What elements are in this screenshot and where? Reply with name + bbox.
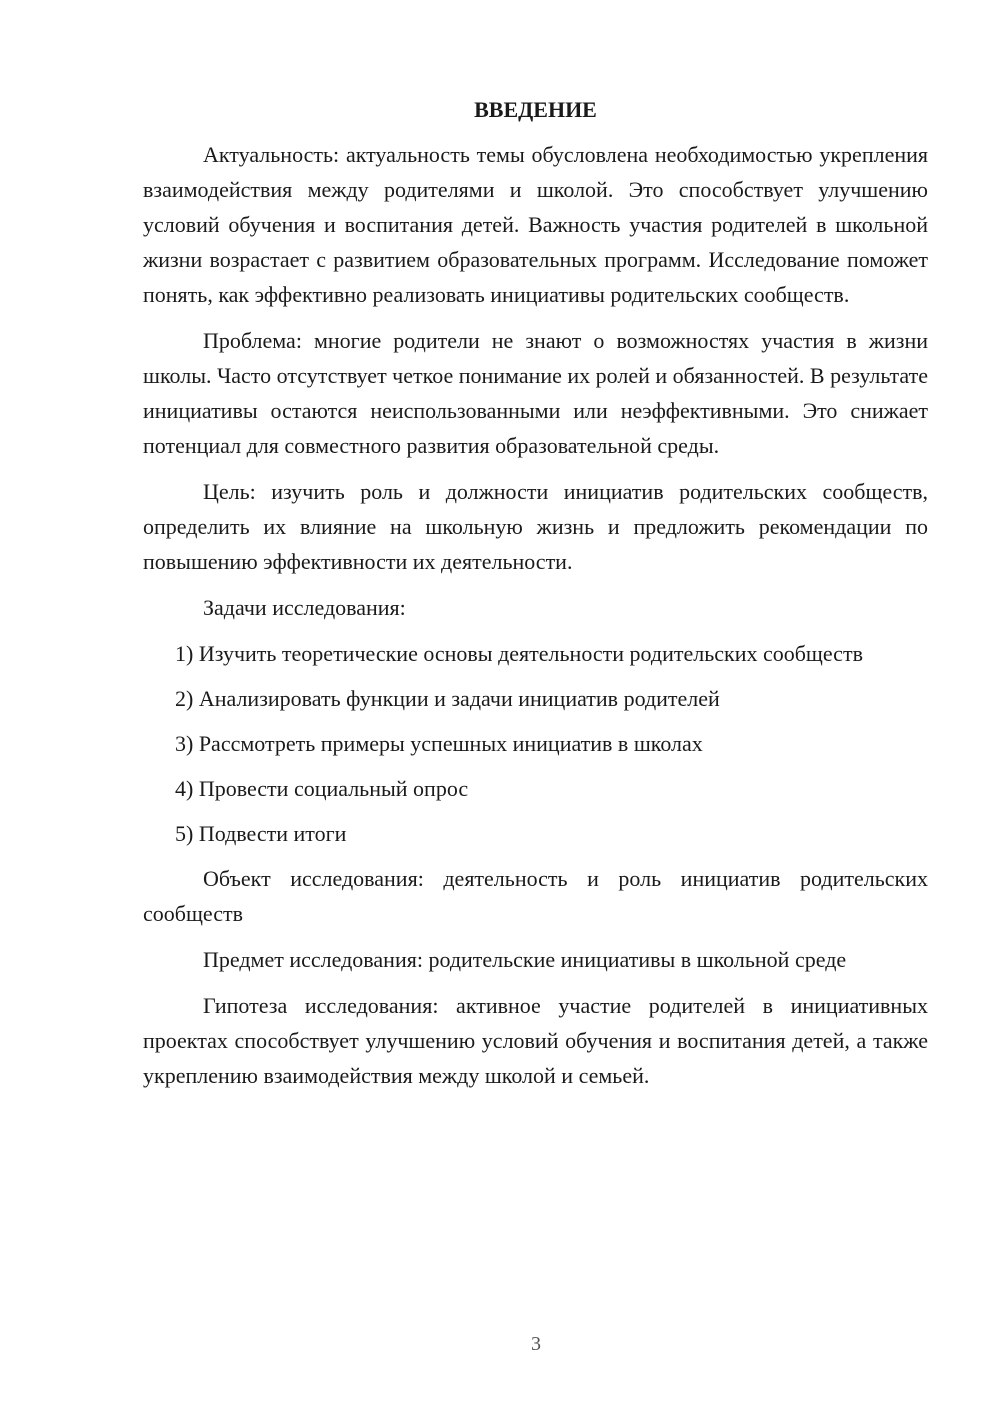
subject-paragraph: Предмет исследования: родительские инициативы в школьной среде xyxy=(203,947,847,972)
list-item: 3) Рассмотреть примеры успешных инициатив в школах xyxy=(175,731,703,756)
problem-paragraph: Проблема: многие родители не знают о возможностях участия в жизни школы. Часто отсутствует четкое понимание их ролей и обязанностей. В результате инициативы остаются неиспользованными или неэффективными. Это снижает потенциал для совместного развития образовательной среды. xyxy=(143,328,929,458)
page-title: ВВЕДЕНИЕ xyxy=(474,97,597,122)
relevance-paragraph: Актуальность: актуальность темы обусловлена необходимостью укрепления взаимодействия между родителями и школой. Это способствует улучшению условий обучения и воспитания детей. Важность участия родителей в школьной жизни возрастает с развитием образовательных программ. Исследование поможет понять, как эффективно реализовать инициативы родительских сообществ. xyxy=(143,142,928,307)
document-page xyxy=(143,92,928,1104)
list-item: 5) Подвести итоги xyxy=(175,821,347,846)
list-item: 1) Изучить теоретические основы деятельности родительских сообществ xyxy=(175,641,863,666)
tasks-list xyxy=(143,636,928,851)
hypothesis-paragraph: Гипотеза исследования: активное участие родителей в инициативных проектах способствует улучшению условий обучения и воспитания детей, а также укреплению взаимодействия между школой и семьей. xyxy=(143,993,928,1088)
list-item: 2) Анализировать функции и задачи инициатив родителей xyxy=(175,686,720,711)
object-paragraph: Объект исследования: деятельность и роль инициатив родительских сообществ xyxy=(143,866,928,926)
list-item: 4) Провести социальный опрос xyxy=(175,776,469,801)
goal-paragraph: Цель: изучить роль и должности инициатив родительских сообществ, определить их влияние на школьную жизнь и предложить рекомендации по повышению эффективности их деятельности. xyxy=(143,479,928,574)
page-number: 3 xyxy=(531,1333,541,1355)
tasks-heading: Задачи исследования: xyxy=(203,595,406,620)
